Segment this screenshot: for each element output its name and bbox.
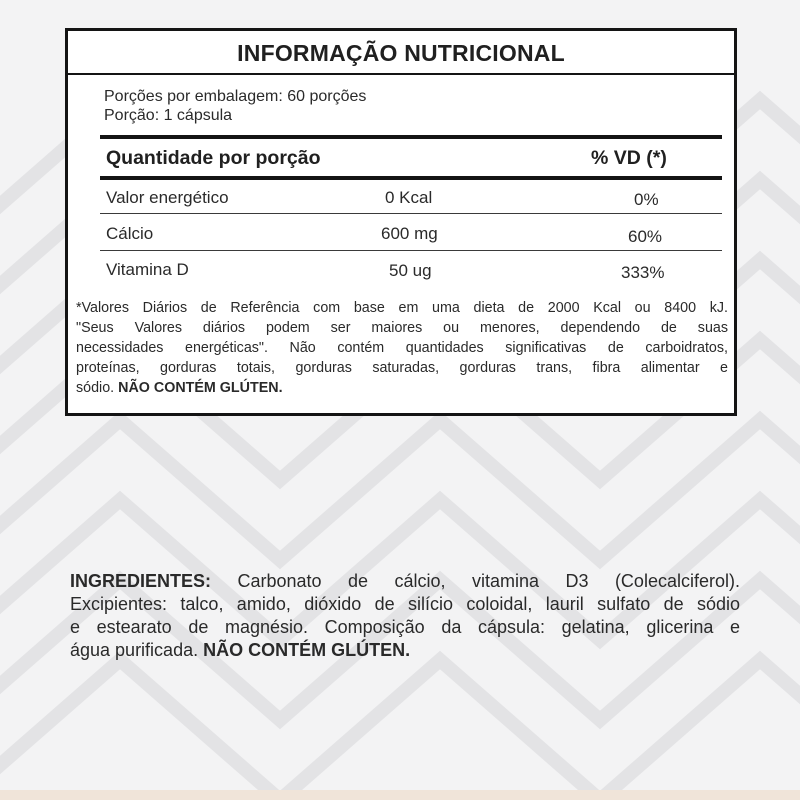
ingredients-line: e estearato de magnésio. Composição da cápsula: gelatina, glicerina e xyxy=(70,617,740,637)
nutrient-dv: 333% xyxy=(621,263,665,282)
nutrient-amount: 50 ug xyxy=(389,261,432,280)
ingredients-block xyxy=(70,570,740,662)
gluten-free-notice: NÃO CONTÉM GLÚTEN. xyxy=(203,640,411,660)
header-quantity: Quantidade por porção xyxy=(106,147,321,169)
nutrient-name: Cálcio xyxy=(106,224,154,243)
footnote-line: *Valores Diários de Referência com base em uma dieta de 2000 Kcal ou 8400 kJ. xyxy=(76,300,728,316)
nutrient-amount: 0 Kcal xyxy=(385,188,433,207)
bottom-accent-strip xyxy=(0,790,800,800)
ingredients-line xyxy=(70,639,740,662)
footnote-line: "Seus Valores diários podem ser maiores ou menores, dependendo de suas xyxy=(76,320,728,336)
thick-divider-top xyxy=(100,135,722,139)
ingredients-text: água purificada. xyxy=(70,640,199,660)
serving-size: Porção: 1 cápsula xyxy=(104,107,233,124)
footnote xyxy=(76,298,728,398)
footnote-sodium: sódio. xyxy=(76,380,115,396)
nutrition-title: INFORMAÇÃO NUTRICIONAL xyxy=(68,31,734,75)
nutrient-dv: 0% xyxy=(634,190,659,209)
footnote-line: proteínas, gorduras totais, gorduras saturadas, gorduras trans, fibra alimentar e xyxy=(76,360,728,376)
nutrient-name: Valor energético xyxy=(106,188,229,207)
header-daily-value: % VD (*) xyxy=(591,147,667,169)
nutrition-facts-panel xyxy=(65,28,737,416)
thick-divider-bottom xyxy=(100,176,722,180)
servings-per-package: Porções por embalagem: 60 porções xyxy=(104,88,367,105)
ingredients-label: INGREDIENTES: xyxy=(70,571,212,591)
ingredients-line xyxy=(70,570,740,593)
nutrient-amount: 600 mg xyxy=(381,224,438,243)
ingredients-line: Excipientes: talco, amido, dióxido de silício coloidal, lauril sulfato de sódio xyxy=(70,594,740,614)
serving-info xyxy=(104,87,366,125)
ingredients-text: Carbonato de cálcio, vitamina D3 (Colecalciferol). xyxy=(237,571,740,591)
row-divider xyxy=(100,213,722,214)
footnote-last-line xyxy=(76,378,728,398)
gluten-free-notice: NÃO CONTÉM GLÚTEN. xyxy=(118,380,283,396)
nutrient-dv: 60% xyxy=(628,227,663,246)
nutrient-name: Vitamina D xyxy=(106,260,189,279)
row-divider xyxy=(100,250,722,251)
footnote-line: necessidades energéticas". Não contém quantidades significativas de carboidratos, xyxy=(76,340,728,356)
